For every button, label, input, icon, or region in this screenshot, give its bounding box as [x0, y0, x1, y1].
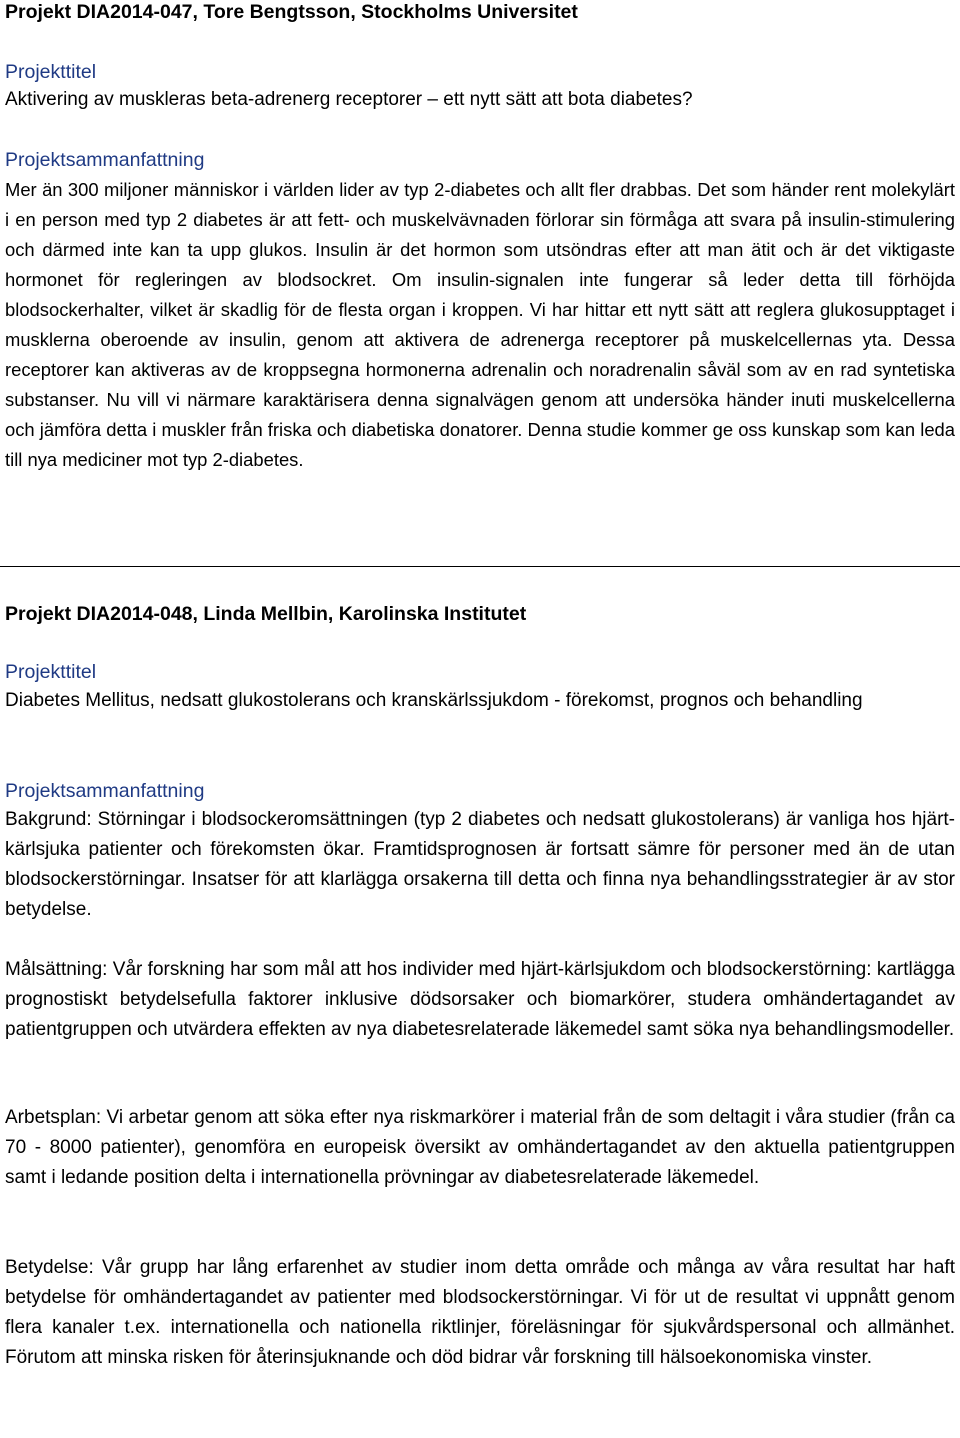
project2-heading: Projekt DIA2014-048, Linda Mellbin, Karolinska Institutet	[5, 603, 527, 625]
project1-heading: Projekt DIA2014-047, Tore Bengtsson, Stockholms Universitet	[5, 1, 578, 23]
project2-summary-label: Projektsammanfattning	[5, 780, 205, 802]
project2-plan: Arbetsplan: Vi arbetar genom att söka efter nya riskmarkörer i material från de som deltagit i våra studier (från ca 70 - 8000 patienter), genomföra en europeisk översikt av omhändertagandet av den aktuella patientgruppen samt i ledande position delta i internationella prövningar av diabetesrelaterade läkemedel.	[5, 1107, 955, 1188]
project1-summary: Mer än 300 miljoner människor i världen lider av typ 2-diabetes och allt fler drabbas. Det som händer rent molekylärt i en person med typ 2 diabetes är att fett- och muskelvävnaden förlorar sin förmåga att svara på insulin-stimulering och därmed inte kan ta upp glukos. Insulin är det hormon som utsöndras efter att man ätit och är det viktigaste hormonet för regleringen av blodsockret. Om insulin-signalen inte fungerar så leder detta till förhöjda blodsockerhalter, vilket är skadlig för de flesta organ i kroppen. Vi har hittar ett nytt sätt att reglera glukosupptaget i musklerna oberoende av insulin, genom att aktivera de adrenerga receptorer på muskelcellernas yta. Dessa receptorer kan aktiveras av de kroppsegna hormonerna adrenalin och noradrenalin såväl som av en rad syntetiska substanser. Nu vill vi närmare karaktärisera denna signalvägen genom att undersöka händer inuti muskelcellerna och jämföra detta i muskler från friska och diabetiska donatorer. Denna studie kommer ge oss kunskap som kan leda till nya mediciner mot typ 2-diabetes.	[5, 179, 955, 470]
project1-summary-label: Projektsammanfattning	[5, 149, 205, 171]
project2-significance: Betydelse: Vår grupp har lång erfarenhet av studier inom detta område och många av våra resultat har haft betydelse för omhändertagandet av patienter med blodsockerstörningar. Vi för ut de resultat vi uppnått genom flera kanaler t.ex. internationella och nationella riktlinjer, föreläsningar för sjukvårdspersonal och allmänhet. Förutom att minska risken för återinsjuknande och död bidrar vår forskning till hälsoekonomiska vinster.	[5, 1257, 955, 1368]
project2-title-label: Projekttitel	[5, 661, 97, 683]
project2-title: Diabetes Mellitus, nedsatt glukostolerans och kranskärlssjukdom - förekomst, prognos och behandling	[5, 690, 863, 711]
project1-title: Aktivering av muskleras beta-adrenerg receptorer – ett nytt sätt att bota diabetes?	[5, 89, 693, 110]
project1-title-label: Projekttitel	[5, 61, 97, 83]
section-divider	[0, 566, 960, 567]
project2-goal: Målsättning: Vår forskning har som mål att hos individer med hjärt-kärlsjukdom och blodsockerstörning: kartlägga prognostiskt betydelsefulla faktorer inklusive dödsorsaker och biomarkörer, studera omhändertagandet av patientgruppen och utvärdera effekten av nya diabetesrelaterade läkemedel samt söka nya behandlingsmodeller.	[5, 959, 955, 1040]
project2-background: Bakgrund: Störningar i blodsockeromsättningen (typ 2 diabetes och nedsatt glukostolerans) är vanliga hos hjärt-kärlsjuka patienter och förekomsten ökar. Framtidsprognosen är fortsatt sämre för personer med än de utan blodsockerstörningar. Insatser för att klarlägga orsakerna till detta och finna nya behandlingsstrategier är av stor betydelse.	[5, 809, 955, 920]
